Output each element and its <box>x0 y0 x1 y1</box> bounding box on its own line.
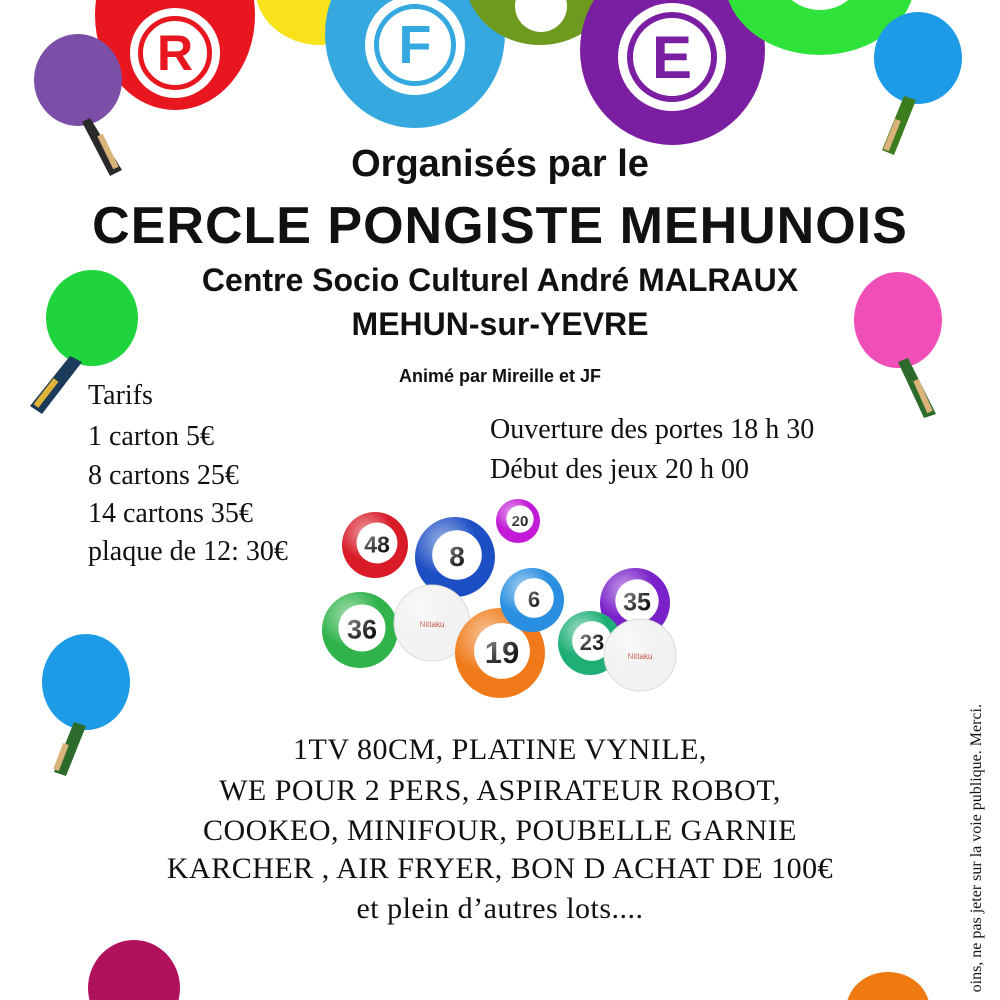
prize-line: 1TV 80CM, PLATINE VYNILE, <box>293 733 707 766</box>
header-ball-e <box>580 0 765 145</box>
header-ball-letter: E <box>651 23 693 91</box>
prize-line: COOKEO, MINIFOUR, POUBELLE GARNIE <box>203 814 797 847</box>
tarif-item: 14 cartons 35€ <box>88 498 253 529</box>
tarifs-title: Tarifs <box>88 380 153 411</box>
tarif-item: plaque de 12: 30€ <box>88 536 288 567</box>
bingo-ball <box>342 512 408 578</box>
header-ball-letter: F <box>398 15 432 75</box>
header-ball-letter: R <box>156 25 194 81</box>
paddle-blue-top-icon <box>868 10 968 160</box>
doors-opening: Ouverture des portes 18 h 30 <box>490 414 815 445</box>
organizer-intro: Organisés par le <box>351 143 649 185</box>
prize-line: et plein d’autres lots.... <box>356 892 644 925</box>
side-note: oins, ne pas jeter sur la voie publique. Merci. <box>968 703 985 992</box>
prize-line: WE POUR 2 PERS, ASPIRATEUR ROBOT, <box>219 774 781 807</box>
tarif-item: 1 carton 5€ <box>88 421 214 452</box>
venue: Centre Socio Culturel André MALRAUX <box>201 262 799 298</box>
bingo-ball <box>322 592 398 668</box>
bingo-ball <box>500 568 564 632</box>
games-start: Début des jeux 20 h 00 <box>490 454 749 485</box>
prize-line: KARCHER , AIR FRYER, BON D ACHAT DE 100€ <box>166 852 834 885</box>
header-ball-f <box>325 0 505 128</box>
tarif-item: 8 cartons 25€ <box>88 460 239 491</box>
paddle-orange-icon <box>842 970 932 1000</box>
host-line: Animé par Mireille et JF <box>398 366 602 386</box>
bingo-ball <box>496 499 540 543</box>
bingo-ball <box>604 619 676 691</box>
paddle-maroon-icon <box>78 938 188 1000</box>
bingo-balls-cluster <box>310 495 690 715</box>
club-name: CERCLE PONGISTE MEHUNOIS <box>92 197 908 255</box>
town: MEHUN-sur-YEVRE <box>351 306 649 342</box>
